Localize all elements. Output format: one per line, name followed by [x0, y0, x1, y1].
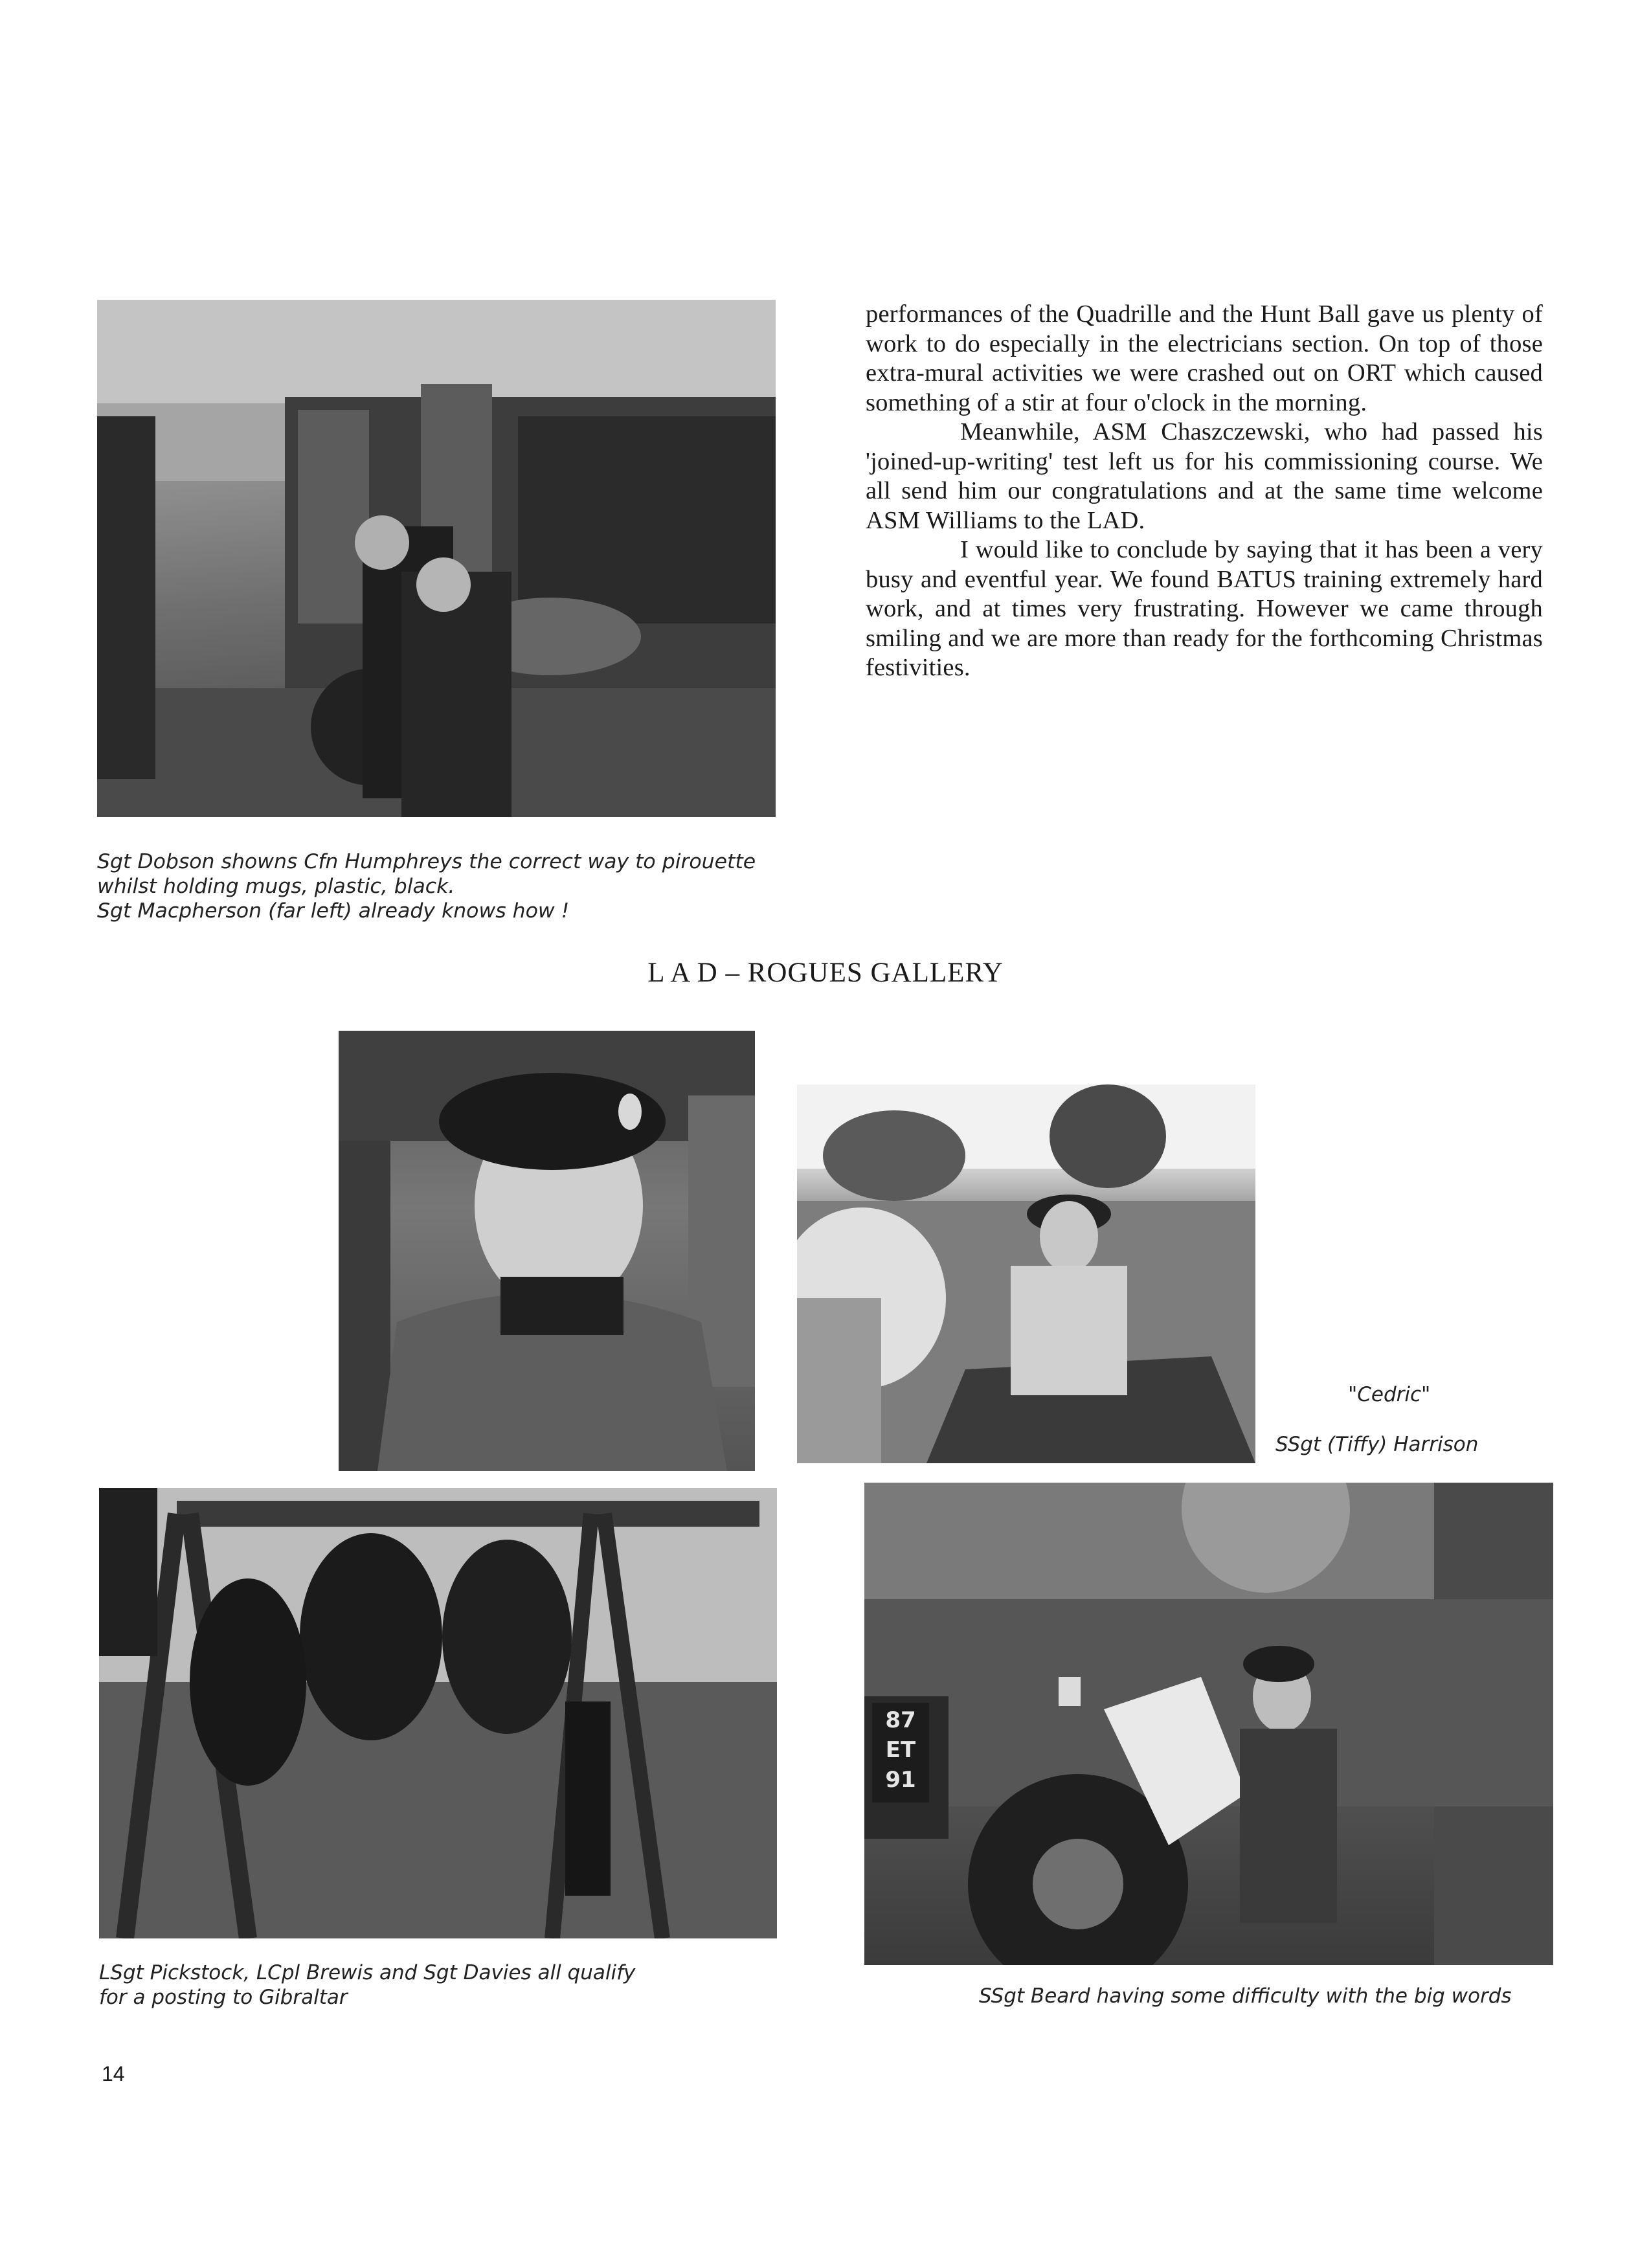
- section-heading: L A D – ROGUES GALLERY: [647, 958, 1004, 988]
- photo-boat-fishing-art: [797, 1084, 1255, 1463]
- photo-climbing-frame: [99, 1488, 777, 1938]
- article-paragraph-2: Meanwhile, ASM Chaszczewski, who had passed his 'joined-up-writing' test left us for his commissioning course. We all send him our congratulations and at the same time welcome ASM Williams to the LAD.: [866, 418, 1543, 534]
- article-body: [866, 300, 1543, 683]
- photo-vehicle-recovery-art: [97, 300, 776, 817]
- caption-line: whilst holding mugs, plastic, black.: [97, 875, 455, 898]
- photo-vehicle-recovery: [97, 300, 776, 817]
- photo-truck-reading: [864, 1483, 1553, 1965]
- photo-portrait-beret: [339, 1031, 755, 1471]
- article-paragraph-3: I would like to conclude by saying that it has been a very busy and eventful year. We found BATUS training extremely hard work, and at times very frustrating. However we came through smiling and we are more than ready for the forthcoming Christmas festivities.: [866, 536, 1543, 681]
- plate-line: 91: [885, 1767, 916, 1793]
- caption-harrison: SSgt (Tiffy) Harrison: [1275, 1433, 1479, 1456]
- caption-truck-reading: SSgt Beard having some difficulty with the big words: [979, 1984, 1512, 2008]
- vehicle-number-plate: [872, 1703, 929, 1802]
- plate-line: 87: [885, 1707, 916, 1733]
- page-number: 14: [102, 2062, 125, 2085]
- caption-line: Sgt Macpherson (far left) already knows how !: [97, 899, 570, 923]
- photo-truck-reading-art: [864, 1483, 1553, 1965]
- photo-climbing-frame-art: [99, 1488, 777, 1938]
- caption-line: for a posting to Gibraltar: [99, 1986, 348, 2009]
- photo-boat-fishing: [797, 1084, 1255, 1463]
- caption-vehicle-recovery: [97, 849, 756, 923]
- caption-cedric: "Cedric": [1348, 1383, 1431, 1406]
- article-paragraph-1: performances of the Quadrille and the Hunt Ball gave us plenty of work to do especially in the electricians section. On top of those extra-mural activities we were crashed out on ORT which caused something of a stir at four o'clock in the morning.: [866, 300, 1543, 416]
- plate-line: ET: [885, 1737, 916, 1763]
- caption-line: LSgt Pickstock, LCpl Brewis and Sgt Davies all qualify: [99, 1961, 636, 1984]
- caption-climbing-frame: [99, 1960, 635, 2010]
- photo-portrait-beret-art: [339, 1031, 755, 1471]
- caption-line: Sgt Dobson showns Cfn Humphreys the correct way to pirouette: [97, 850, 756, 873]
